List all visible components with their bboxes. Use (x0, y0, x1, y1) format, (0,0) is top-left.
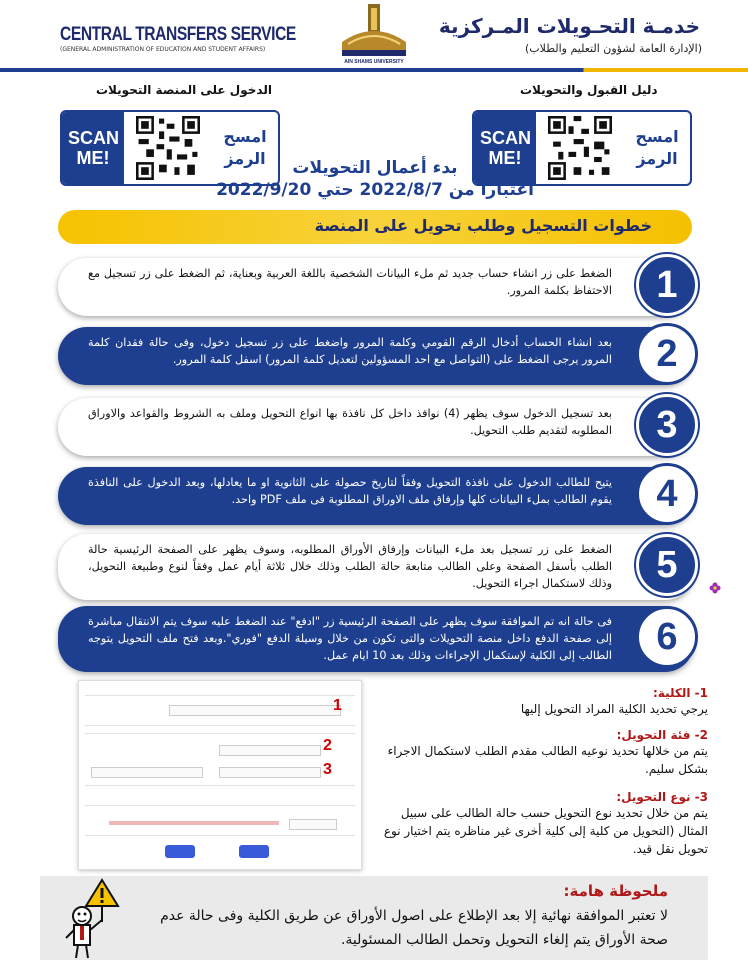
important-note (40, 876, 708, 960)
step-number: 5 (636, 534, 698, 596)
step-number: 1 (636, 254, 698, 316)
start-dates: اعتباراً من 2022/8/7 حتي 2022/9/20 (216, 180, 534, 200)
university-logo (334, 2, 414, 66)
step-text: فى حالة انه تم الموافقة سوف يظهر على الصفحة الرئيسية زر "ادفع" عند الضغط عليه سوف يتم الانتقال مباشرة إلى صفحة الدفع داخل منصة التحويلات والتى تكون من خلال وسيلة الدفع "فوري".وبعد فتح ملف التحويل يتوجه الطالب إلى الكلية لإستكمال الإجراءات وذلك بعد 10 ايام عمل. (88, 615, 612, 662)
transfer-type-select (219, 767, 321, 778)
step-number: 2 (636, 323, 698, 385)
step-3 (58, 398, 694, 456)
definition-heading: 2- فئة التحويل: (616, 728, 708, 742)
scan-me-badge: SCAN ME! (474, 112, 536, 184)
form-screenshot (78, 680, 362, 870)
section-title: خطوات التسجيل وطلب تحويل على المنصة (314, 216, 652, 235)
qr-code-icon (130, 116, 206, 180)
definition-text: يتم من خلال تحديد نوع التحويل حسب حالة الطالب على سبيل المثال (التحويل من كلية إلى كلية أخرى غير مناظره يتم اختيار نوع تحويل نقل قيد. (383, 806, 708, 856)
step-text: يتيح للطالب الدخول على نافذة التحويل وفقاً لتاريخ حصولة على الثانوية او ما يعادلها، وبعد الدخول على النافذة يقوم الطالب بملء البيانات كلها وإرفاق ملف الاوراق المطلوبة فى ملف PDF واحد. (88, 476, 612, 506)
section-banner (58, 210, 692, 244)
step-text: الضغط على زر انشاء حساب جديد ثم ملء البيانات الشخصية باللغة العربية وبعناية، ثم الضغط على زر تسجيل مع الاحتفاظ بكلمة المرور. (88, 267, 612, 297)
definition-heading: 1- الكلية: (653, 686, 708, 700)
scan-code-label: امسح الرمز (635, 127, 679, 168)
org-en-title: CENTRAL TRANSFERS SERVICE (60, 24, 296, 45)
header-rule (0, 68, 748, 72)
scan-me-badge: SCAN ME! (62, 112, 124, 184)
form-submit-button (239, 845, 269, 858)
note-text: لا تعتبر الموافقة نهائية إلا بعد الإطلاع على اصول الأوراق عن طريق الكلية وفى حالة عدم صحة الأوراق يتم إلغاء التحويل وتحمل الطالب المسئولية. (160, 908, 668, 948)
step-number: 3 (636, 394, 698, 456)
definition-text: يتم من خلالها تحديد نوعيه الطالب مقدم الطلب لاستكمال الاجراء بشكل سليم. (387, 744, 708, 776)
step-number: 4 (636, 463, 698, 525)
college-select (169, 705, 341, 716)
qr-label-guide: دليل القبول والتحويلات (520, 83, 658, 97)
qr-block-guide[interactable] (472, 110, 692, 186)
step-1 (58, 258, 694, 316)
flower-icon (709, 582, 721, 594)
logo-text: AIN SHAMS UNIVERSITY (344, 59, 404, 65)
definition-text: يرجي تحديد الكلية المراد التحويل إليها (520, 702, 708, 716)
org-en-subtitle: (GENERAL ADMINISTRATION OF EDUCATION AND STUDENT AFFAIRS) (60, 46, 266, 53)
header (0, 0, 748, 70)
definition-type (378, 790, 708, 858)
step-2 (58, 327, 694, 385)
transfer-category-select (219, 745, 321, 756)
step-number: 6 (636, 606, 698, 668)
definition-category (378, 728, 708, 778)
form-back-button (165, 845, 195, 858)
form-marker-2: 2 (323, 737, 332, 754)
note-heading: ملحوظة هامة: (563, 882, 668, 900)
form-marker-1: 1 (333, 697, 342, 714)
scan-code-label: امسح الرمز (223, 127, 267, 168)
org-ar-title: خدمـة التحـويلات المـركزية (438, 14, 700, 38)
qr-code-icon (542, 116, 618, 180)
step-5 (58, 534, 694, 600)
qr-label-platform: الدخول على المنصة التحويلات (96, 83, 272, 97)
step-4 (58, 467, 694, 525)
start-title: بدء أعمال التحويلات (292, 158, 458, 178)
step-text: بعد انشاء الحساب أدخال الرقم القومي وكلمة المرور واضغط على زر تسجيل دخول، وفى حالة فقدان كلمة المرور يرجى الضغط على (التواصل مع احد المسؤولين لتعديل كلمة المرور) اسفل كلمة المرور. (88, 336, 612, 366)
definition-heading: 3- نوع التحويل: (616, 790, 708, 804)
qr-block-platform[interactable] (60, 110, 280, 186)
form-marker-3: 3 (323, 761, 332, 778)
step-6 (58, 606, 694, 672)
attention-figure-icon (58, 878, 128, 960)
step-text: الضغط على زر تسجيل بعد ملء البيانات وإرفاق الأوراق المطلوبه، وسوف يظهر على الصفحة الرئيسية حالة الطلب بأسفل الصفحة وعلى الطالب متابعة حالة الطلب وذلك خلال ثلاثة أيام عمل وفقاً لنوع وطبيعة التحويل، وذلك لاستكمال اجراء التحويل. (88, 543, 612, 590)
definition-college (378, 686, 708, 718)
step-text: بعد تسجيل الدخول سوف يظهر (4) نوافذ داخل كل نافذة بها انواع التحويل وملف به الشروط والقواعد والاوراق المطلوبه لتقديم طلب التحويل. (88, 407, 613, 437)
org-ar-subtitle: (الإدارة العامة لشؤون التعليم والطلاب) (525, 42, 702, 55)
